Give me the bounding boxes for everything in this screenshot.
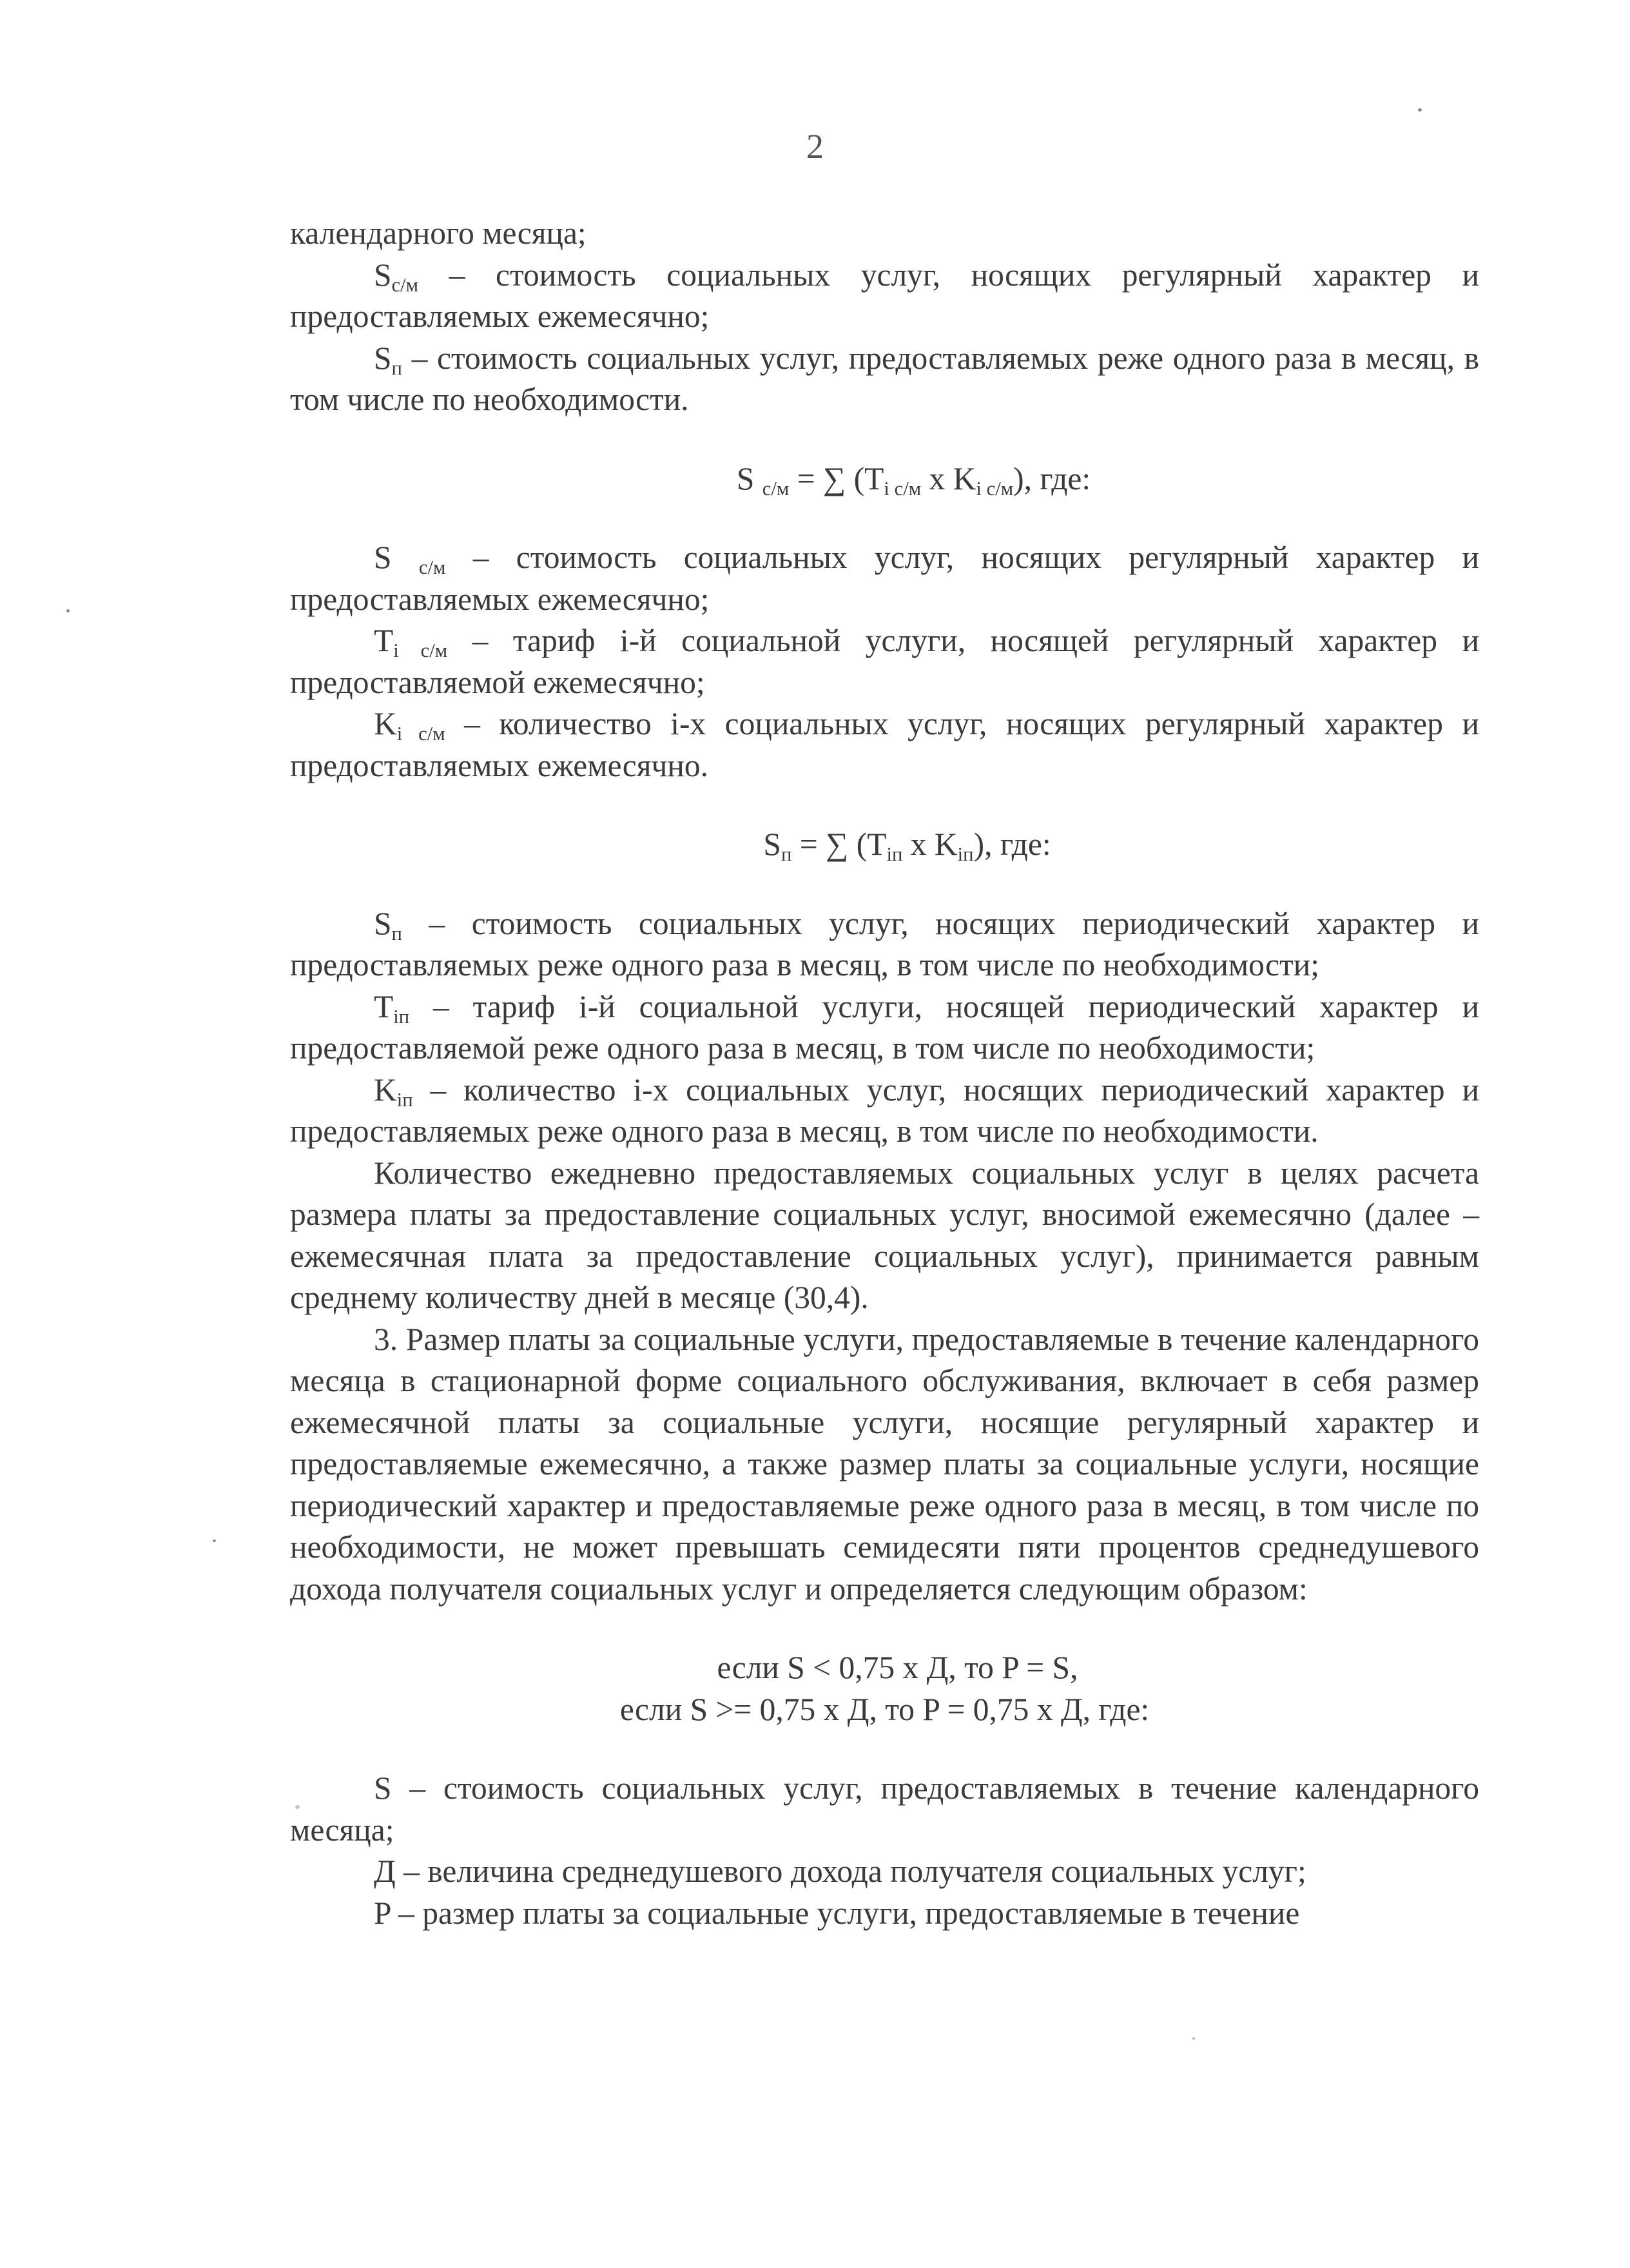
formula-condition-1: если S < 0,75 x Д, то P = S, [717, 1650, 1078, 1685]
scan-speck [213, 1540, 216, 1542]
scan-speck [1192, 2037, 1195, 2040]
paragraph-section-3: 3. Размер платы за социальные услуги, предоставляемые в течение календарного месяца в стационарной форме социального обслуживания, включает в себя размер ежемесячной платы за социальные услуги, носящие регулярный характер и предоставляемые ежемесячно, а также размер платы за социальные услуги, носящие периодический характер и предоставляемые реже одного раза в месяц, в том числе по необходимости, не может превышать семидесяти пяти процентов среднедушевого дохода получателя социальных услуг и определяется следующим образом: [290, 1321, 1479, 1607]
definition-s-monthly: $S_{с/м}$ – стоимость социальных услуг, носящих регулярный характер и предоставляемых ежемесячно; [290, 257, 1479, 334]
page-number: 2 [806, 127, 824, 166]
definition-s-periodic-2: $S_п$ – стоимость социальных услуг, носящих периодический характер и предоставляемых реже одного раза в месяц, в том числе по необходимости; [290, 905, 1479, 982]
definition-p: P – размер платы за социальные услуги, предоставляемые в течение [374, 1895, 1300, 1931]
definition-s: S – стоимость социальных услуг, предоставляемых в течение календарного месяца; [290, 1770, 1479, 1848]
definition-t-periodic: $T_{iп}$ – тариф i-й социальной услуги, носящей периодический характер и предоставляемой реже одного раза в месяц, в том числе по необходимости; [290, 988, 1479, 1066]
definition-k-monthly: $K_{i с/м}$ – количество i-х социальных услуг, носящих регулярный характер и предоставляемых ежемесячно. [290, 706, 1479, 783]
definition-k-periodic: $K_{iп}$ – количество i-х социальных услуг, носящих периодический характер и предоставляемых реже одного раза в месяц, в том числе по необходимости. [290, 1071, 1479, 1149]
scan-speck [66, 609, 70, 612]
scan-speck [1418, 108, 1422, 112]
formula-s-periodic: $S_п$ = ∑ ($T_{iп}$ x $K_{iп}$), где: [763, 826, 1051, 866]
definition-s-monthly-2: S $_{с/м}$ – стоимость социальных услуг, носящих регулярный характер и предоставляемых ежемесячно; [290, 540, 1479, 617]
paragraph-continuation: календарного месяца; [290, 215, 587, 251]
definition-t-monthly: $T_{i с/м}$ – тариф i-й социальной услуги, носящей регулярный характер и предоставляемой ежемесячно; [290, 623, 1480, 700]
paragraph-daily-count: Количество ежедневно предоставляемых социальных услуг в целях расчета размера платы за предоставление социальных услуг, вносимой ежемесячно (далее – ежемесячная плата за предоставление социальных услуг), принимается равным среднему количеству дней в месяце (30,4). [290, 1155, 1479, 1315]
definition-s-periodic: $S_п$ – стоимость социальных услуг, предоставляемых реже одного раза в месяц, в том числе по необходимости. [290, 340, 1479, 417]
document-body [290, 213, 1479, 1934]
formula-s-monthly: S $_{с/м}$ = ∑ ($T_{i с/м}$ x $K_{i с/м}$), где: [736, 460, 1091, 500]
scan-speck [295, 1805, 300, 1809]
formula-condition-2: если S >= 0,75 x Д, то P = 0,75 x Д, где: [619, 1691, 1150, 1727]
definition-d: Д – величина среднедушевого дохода получателя социальных услуг; [374, 1853, 1306, 1889]
